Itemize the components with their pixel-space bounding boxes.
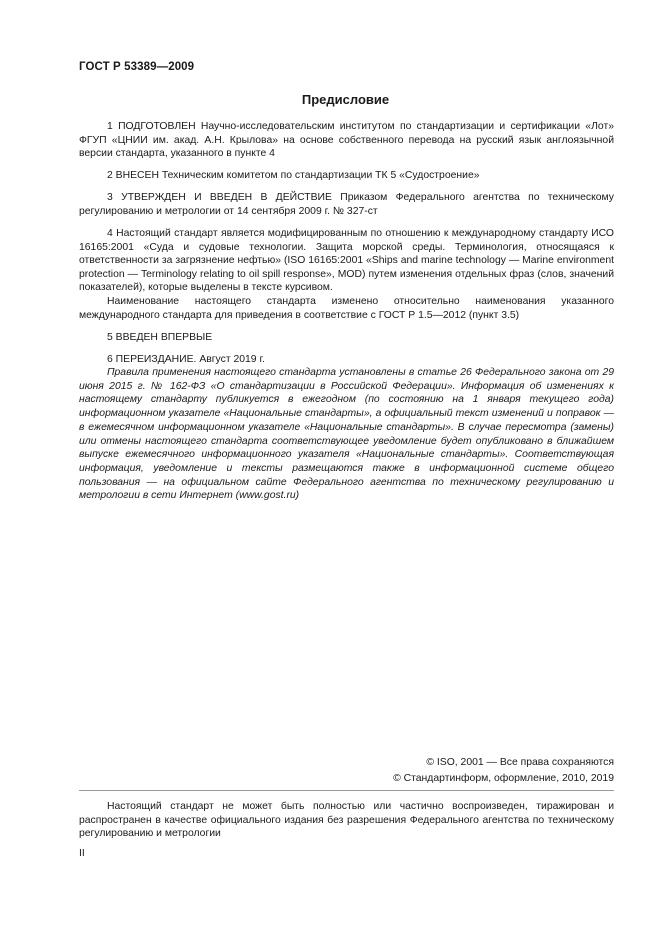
- foreword-body: [79, 120, 614, 375]
- paragraph-6-reissue: 6 ПЕРЕИЗДАНИЕ. Август 2019 г.: [107, 353, 265, 365]
- page-title: Предисловие: [301, 92, 390, 107]
- paragraph-4-name-change: Наименование настоящего стандарта изменено относительно наименования указанного международного стандарта для приведения в соответствие с ГОСТ Р 1.5—2012 (пункт 3.5): [79, 296, 614, 321]
- paragraph-4-modified: 4 Настоящий стандарт является модифицированным по отношению к международному стандарту ИСО 16165:2001 «Суда и судовые технологии. Защита морской среды. Терминология, относящаяся к ответственности за загрязнение нефтью» (ISO 16165:2001 «Ships and marine technology — Marine environment protection — Terminology relating to oil spill response», MOD) путем изменения отдельных фраз (слов, значений показателей), которые выделены в тексте курсивом.: [79, 228, 614, 294]
- page-number: II: [79, 848, 85, 859]
- standard-application-notice: Правила применения настоящего стандарта установлены в статье 26 Федерального закона от 29 июня 2015 г. № 162-ФЗ «О стандартизации в Российской Федерации». Информация об изменениях к настоящему стандарту публикуется в ежегодном (по состоянию на 1 января текущего года) информационном указателе «Национальные стандарты», а официальный текст изменений и поправок — в ежемесячном информационном указателе «Национальные стандарты». В случае пересмотра (замены) или отмены настоящего стандарта соответствующее уведомление будет опубликовано в ближайшем выпуске ежемесячного информационного указателя «Национальные стандарты». Соответствующая информация, уведомление и тексты размещаются также в информационной системе общего пользования — на официальном сайте Федерального агентства по техническому регулированию и метрологии в сети Интернет (www.gost.ru): [79, 367, 614, 502]
- divider: [79, 790, 614, 791]
- paragraph-1-prepared: 1 ПОДГОТОВЛЕН Научно-исследовательским институтом по стандартизации и сертификации «Лот» ФГУП «ЦНИИ им. акад. А.Н. Крылова» на основе собственного перевода на русский язык англоязычной версии стандарта, указанного в пункте 4: [79, 121, 614, 160]
- reproduction-notice: Настоящий стандарт не может быть полностью или частично воспроизведен, тиражирован и распространен в качестве официального издания без разрешения Федерального агентства по техническому регулированию и метрологии: [79, 801, 614, 840]
- document-code: ГОСТ Р 53389—2009: [79, 61, 195, 73]
- copyright-iso: © ISO, 2001 — Все права сохраняются: [426, 757, 614, 768]
- copyright-block: [393, 755, 614, 787]
- copyright-standartinform: © Стандартинформ, оформление, 2010, 2019: [393, 773, 614, 784]
- paragraph-5-first-introduced: 5 ВВЕДЕН ВПЕРВЫЕ: [107, 331, 213, 343]
- paragraph-3-approved: 3 УТВЕРЖДЕН И ВВЕДЕН В ДЕЙСТВИЕ Приказом Федерального агентства по техническому регулированию и метрологии от 14 сентября 2009 г. № 327-ст: [79, 192, 614, 217]
- paragraph-2-introduced: 2 ВНЕСЕН Техническим комитетом по стандартизации ТК 5 «Судостроение»: [107, 170, 480, 182]
